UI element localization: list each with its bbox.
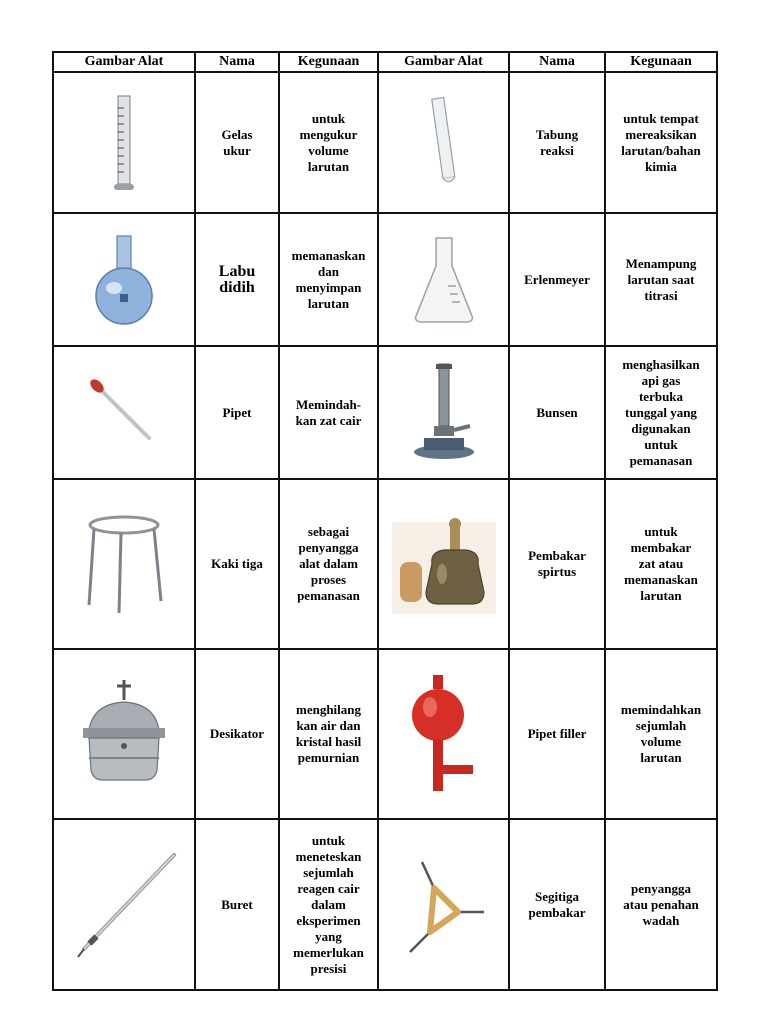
- item-name: Pipet: [195, 346, 279, 479]
- item-use: penyangga atau penahan wadah: [605, 819, 717, 990]
- pipette-filler-image: [378, 649, 509, 819]
- item-name: Bunsen: [509, 346, 605, 479]
- header-kegunaan-2: Kegunaan: [605, 52, 717, 72]
- item-use: menghasilkan api gas terbuka tunggal yang digunakan untuk pemanasan: [605, 346, 717, 479]
- item-name: Pembakar spirtus: [509, 479, 605, 649]
- header-gambar-alat: Gambar Alat: [53, 52, 195, 72]
- table-header-row: [53, 52, 717, 72]
- clay-triangle-image: [378, 819, 509, 990]
- header-nama-2: Nama: [509, 52, 605, 72]
- item-use: untuk meneteskan sejumlah reagen cair dalam eksperimen yang memerlukan presisi: [279, 819, 378, 990]
- item-name: Pipet filler: [509, 649, 605, 819]
- item-name: Gelas ukur: [195, 72, 279, 213]
- item-name: Labu didih: [195, 213, 279, 346]
- table-row: [53, 819, 717, 990]
- dropper-pipette-image: [53, 346, 195, 479]
- header-nama: Nama: [195, 52, 279, 72]
- item-use: sebagai penyangga alat dalam proses pemanasan: [279, 479, 378, 649]
- desiccator-image: [53, 649, 195, 819]
- item-use: menghilang kan air dan kristal hasil pemurnian: [279, 649, 378, 819]
- item-use: Menampung larutan saat titrasi: [605, 213, 717, 346]
- header-kegunaan: Kegunaan: [279, 52, 378, 72]
- tripod-stand-image: [53, 479, 195, 649]
- item-use: untuk mengukur volume larutan: [279, 72, 378, 213]
- item-name: Buret: [195, 819, 279, 990]
- table-row: [53, 72, 717, 213]
- item-use: memindahkan sejumlah volume larutan: [605, 649, 717, 819]
- table-row: [53, 346, 717, 479]
- measuring-cylinder-image: [53, 72, 195, 213]
- erlenmeyer-flask-image: [378, 213, 509, 346]
- bunsen-burner-image: [378, 346, 509, 479]
- burette-image: [53, 819, 195, 990]
- item-use: memanaskan dan menyimpan larutan: [279, 213, 378, 346]
- item-name: Desikator: [195, 649, 279, 819]
- item-use: Memindah- kan zat cair: [279, 346, 378, 479]
- table-row: [53, 649, 717, 819]
- table-row: [53, 213, 717, 346]
- test-tube-image: [378, 72, 509, 213]
- item-name: Segitiga pembakar: [509, 819, 605, 990]
- spirit-burner-image: [378, 479, 509, 649]
- header-gambar-alat-2: Gambar Alat: [378, 52, 509, 72]
- item-name: Erlenmeyer: [509, 213, 605, 346]
- boiling-flask-image: [53, 213, 195, 346]
- item-name: Kaki tiga: [195, 479, 279, 649]
- table-row: [53, 479, 717, 649]
- item-use: untuk tempat mereaksikan larutan/bahan kimia: [605, 72, 717, 213]
- item-use: untuk membakar zat atau memanaskan larutan: [605, 479, 717, 649]
- lab-equipment-table: [52, 51, 718, 991]
- item-name: Tabung reaksi: [509, 72, 605, 213]
